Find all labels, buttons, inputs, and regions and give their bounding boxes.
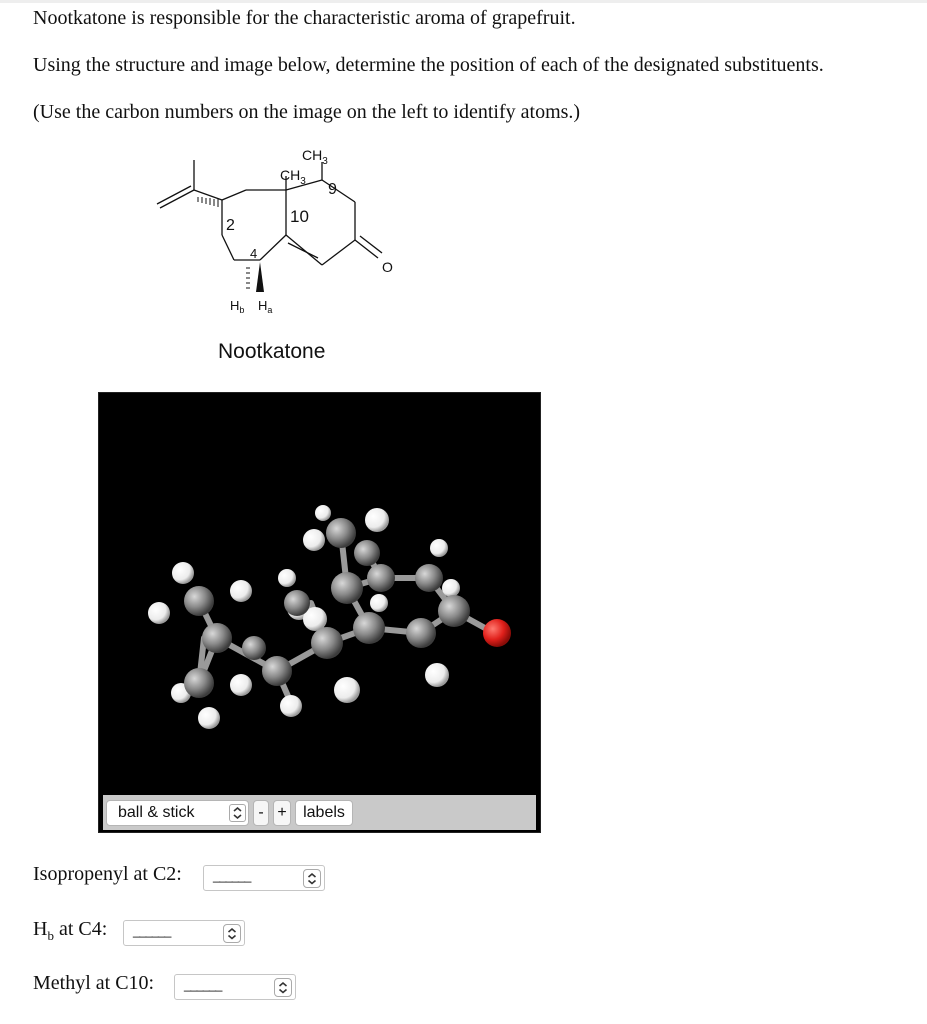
- ch3-left-label: $CH_3$: [280, 167, 306, 187]
- methyl-selected-value: ______: [184, 977, 222, 992]
- hb-position-select[interactable]: [123, 920, 245, 946]
- labels-button[interactable]: labels: [295, 800, 353, 826]
- hb-selected-value: ______: [133, 923, 171, 938]
- methyl-position-select[interactable]: [174, 974, 296, 1000]
- render-style-select[interactable]: [106, 800, 249, 826]
- intro-line-2: Using the structure and image below, determine the position of each of the designated substituents.: [33, 54, 824, 76]
- hb-prefix: H: [33, 918, 48, 940]
- intro-line-3: (Use the carbon numbers on the image on the left to identify atoms.): [33, 101, 581, 123]
- select-updown-icon: [274, 978, 292, 997]
- c2-label: 2: [226, 217, 235, 234]
- question-isopropenyl-label: Isopropenyl at C2:: [33, 863, 182, 885]
- top-divider: [0, 0, 927, 3]
- select-updown-icon: [223, 924, 241, 943]
- select-updown-icon: [303, 869, 321, 888]
- render-style-value: ball & stick: [118, 804, 195, 821]
- nootkatone-structure: [150, 140, 410, 340]
- oxygen-atom: [483, 619, 511, 647]
- hb-suffix: at C4:: [53, 918, 108, 940]
- hb-label: $H_b$: [230, 298, 245, 315]
- c10-label: 10: [290, 207, 309, 226]
- zoom-in-button[interactable]: +: [273, 800, 291, 826]
- question-hb-label: [33, 918, 107, 944]
- ha-label: $H_a$: [258, 298, 273, 315]
- oxygen-label: O: [382, 259, 393, 275]
- isopropenyl-position-select[interactable]: [203, 865, 325, 891]
- ch3-top-label: $CH_3$: [302, 147, 328, 167]
- isopropenyl-selected-value: ______: [213, 868, 251, 883]
- molecule-3d-canvas[interactable]: [99, 393, 540, 793]
- molecule-viewer[interactable]: [98, 392, 541, 833]
- c4-label: 4: [250, 246, 258, 261]
- c9-label: 9: [328, 181, 337, 198]
- select-updown-icon: [229, 804, 246, 822]
- hb-subscript: b: [47, 928, 54, 943]
- intro-line-1: Nootkatone is responsible for the characteristic aroma of grapefruit.: [33, 7, 576, 29]
- viewer-toolbar: [103, 795, 536, 830]
- question-methyl-label: Methyl at C10:: [33, 972, 155, 994]
- structure-caption: Nootkatone: [218, 340, 326, 363]
- zoom-out-button[interactable]: -: [253, 800, 269, 826]
